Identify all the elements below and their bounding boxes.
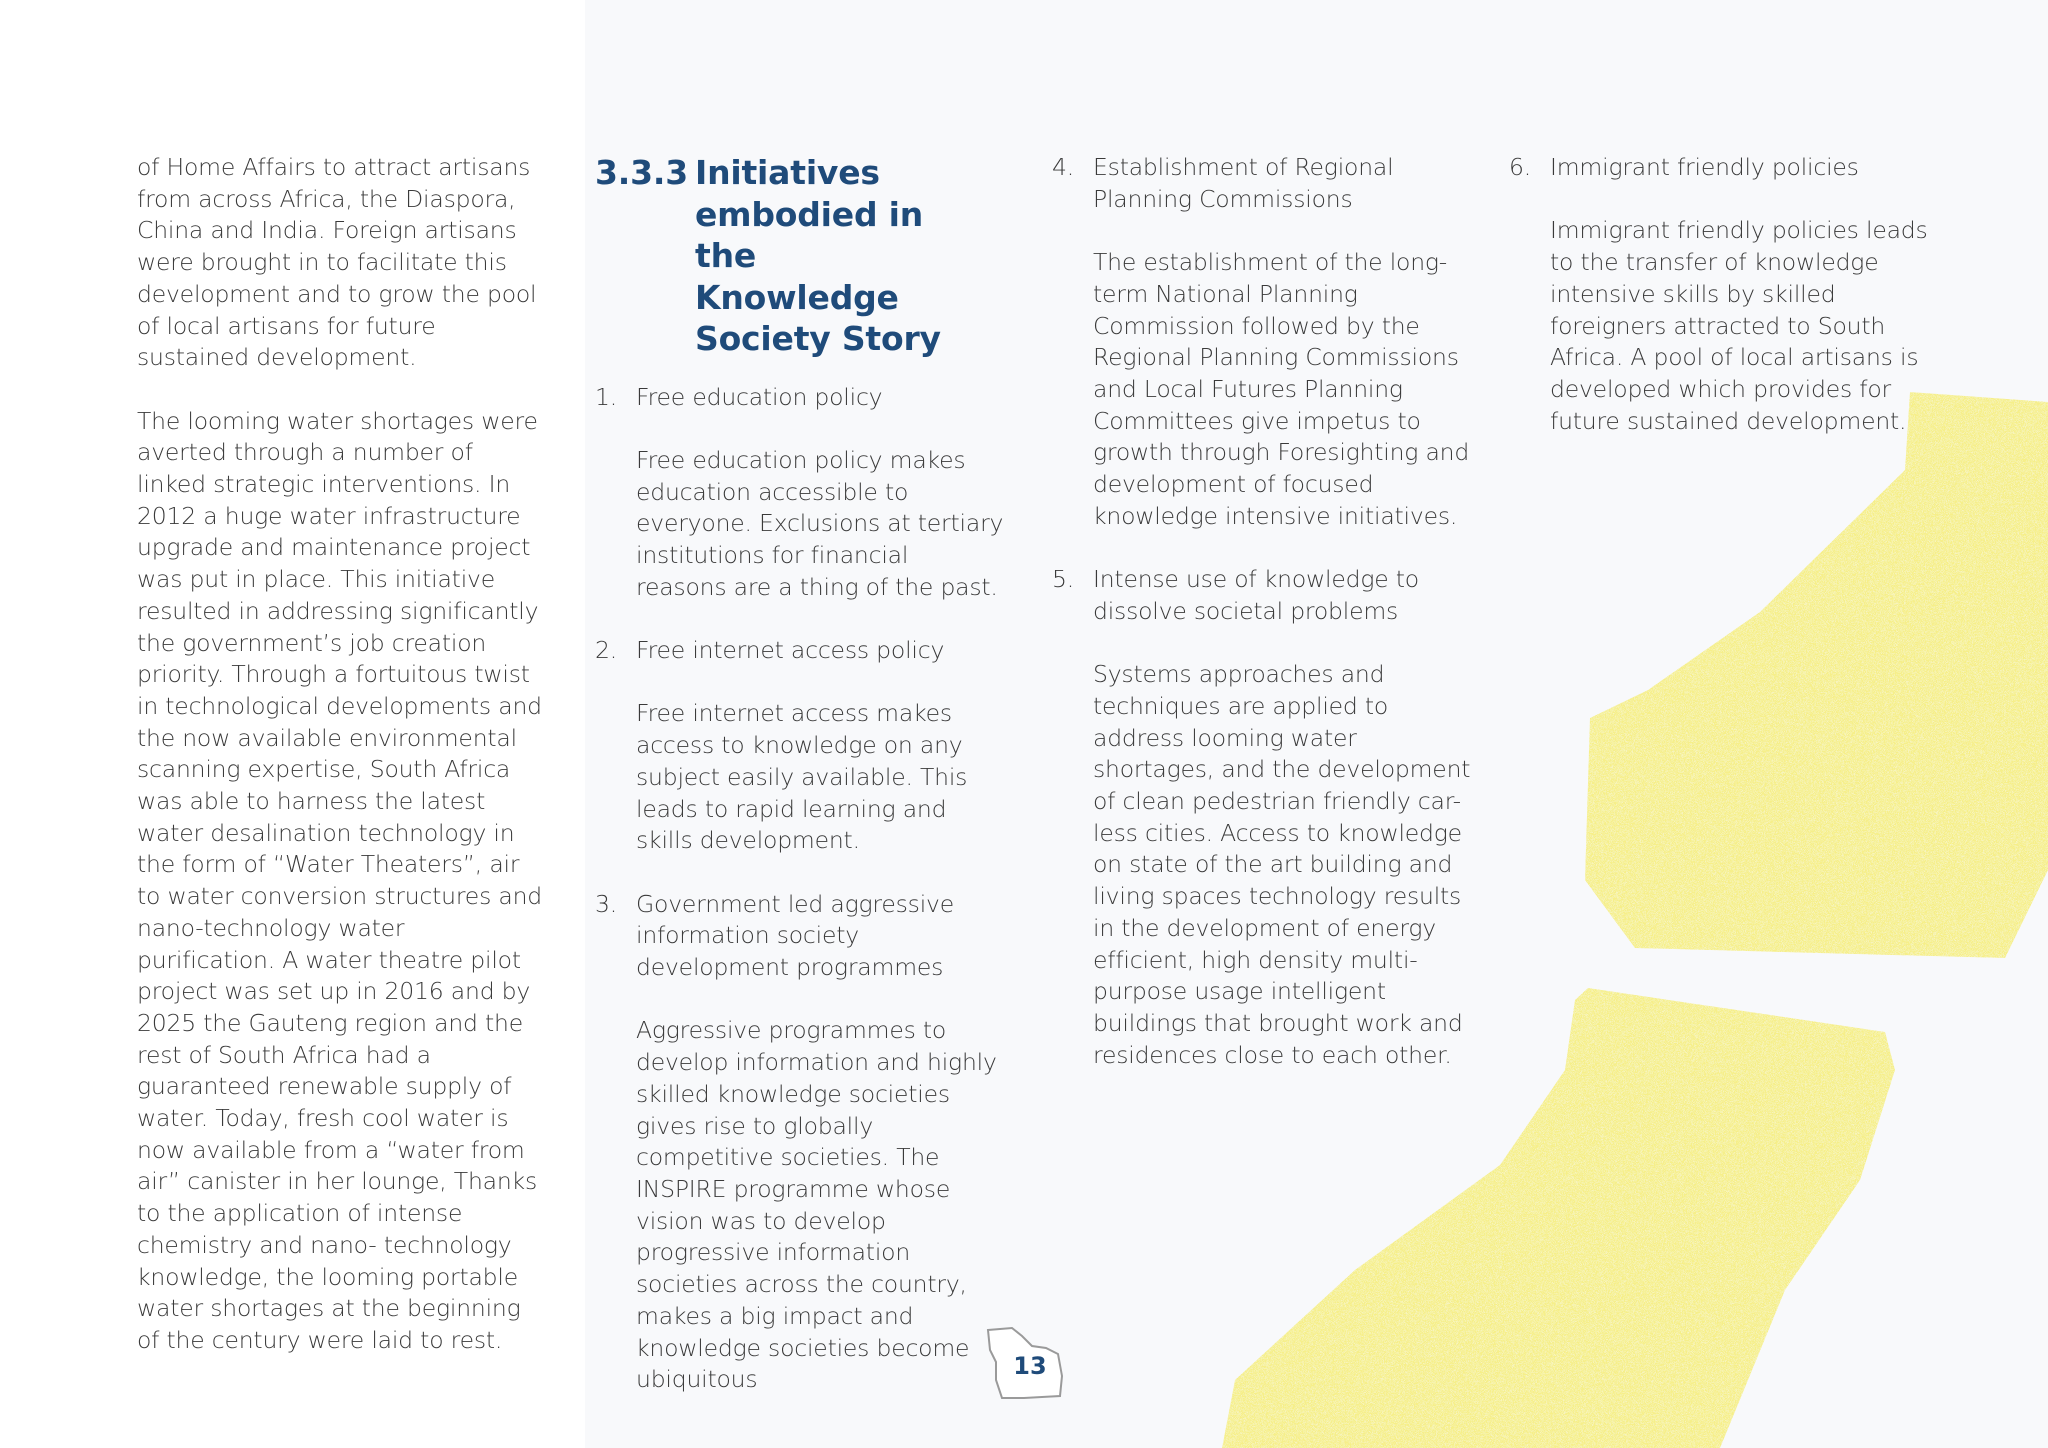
item-body: Free internet access makes access to knowledge on any subject easily available. This leads to rapid learning and skills development. [636, 699, 968, 855]
item-number: 4. [1052, 153, 1075, 181]
list-item [1052, 152, 1472, 532]
item-number: 2. [595, 636, 618, 665]
column-2 [595, 152, 1005, 1396]
item-number: 1. [595, 382, 618, 411]
column-4 [1509, 152, 1939, 437]
list-item [595, 382, 1005, 604]
item-number: 5. [1052, 565, 1075, 594]
item-title: Intense use of knowledge to dissolve societal problems [1093, 565, 1419, 625]
item-body: Immigrant friendly policies leads to the transfer of knowledge intensive skills by skilled foreigners attracted to South Africa. A pool of local artisans is developed which provides for future sustained development. [1550, 216, 1928, 435]
column-3 [1052, 152, 1472, 1071]
item-title: Free education policy [636, 382, 883, 411]
item-body: Systems approaches and techniques are applied to address looming water shortages, and the development of clean pedestrian friendly car-less cities. Access to knowledge on state of the art building and living spaces technology results in the development of energy efficient, high density multi-purpose usage intelligent buildings that brought work and residences close to each other. [1093, 660, 1471, 1069]
section-title: Initiatives embodied in the Knowledge Society Story [695, 153, 941, 358]
item-body: Free education policy makes education accessible to everyone. Exclusions at tertiary institutions for financial reasons are a thing of the past. [636, 445, 1004, 601]
list-item [595, 889, 1005, 1396]
item-title: Immigrant friendly policies [1550, 153, 1859, 181]
list-item [595, 635, 1005, 857]
item-number: 3. [595, 889, 618, 918]
item-title: Free internet access policy [636, 636, 945, 665]
item-title: Government led aggressive information society development programmes [636, 889, 954, 982]
list-item [1509, 152, 1939, 437]
item-number: 6. [1509, 153, 1532, 181]
page-number: 13 [1013, 1352, 1047, 1380]
paragraph: of Home Affairs to attract artisans from across Africa, the Diaspora, China and India. Foreign artisans were brought in to facilitate this development and to grow the pool of local artisans for future sustained development. [137, 153, 537, 372]
section-number: 3.3.3 [595, 153, 688, 192]
item-body: Aggressive programmes to develop information and highly skilled knowledge societies gives rise to globally competitive societies. The INSPIRE programme whose vision was to develop progressive information societies across the country, makes a big impact and knowledge societies become ubiquitous [636, 1016, 997, 1394]
item-body: The establishment of the long-term National Planning Commission followed by the Regional Planning Commissions and Local Futures Planning Committees give impetus to growth through Foresighting and development of focused knowledge intensive initiatives. [1093, 248, 1470, 530]
column-1 [137, 152, 547, 1357]
section-heading [595, 152, 1005, 360]
list-item [1052, 564, 1472, 1071]
paragraph: The looming water shortages were averted through a number of linked strategic interventions. In 2012 a huge water infrastructure upgrade and maintenance project was put in place. This initiative resulted in addressing significantly the government’s job creation priority. Through a fortuitous twist in technological developments and the now available environmental scanning expertise, South Africa was able to harness the latest water desalination technology in the form of “Water Theaters”, air to water conversion structures and nano-technology water purification. A water theatre pilot project was set up in 2016 and by 2025 the Gauteng region and the rest of South Africa had a guaranteed renewable supply of water. Today, fresh cool water is now available from a “water from air” canister in her lounge, Thanks to the application of intense chemistry and nano- technology knowledge, the looming portable water shortages at the beginning of the century were laid to rest. [137, 406, 542, 1354]
item-title: Establishment of Regional Planning Commissions [1093, 153, 1394, 213]
